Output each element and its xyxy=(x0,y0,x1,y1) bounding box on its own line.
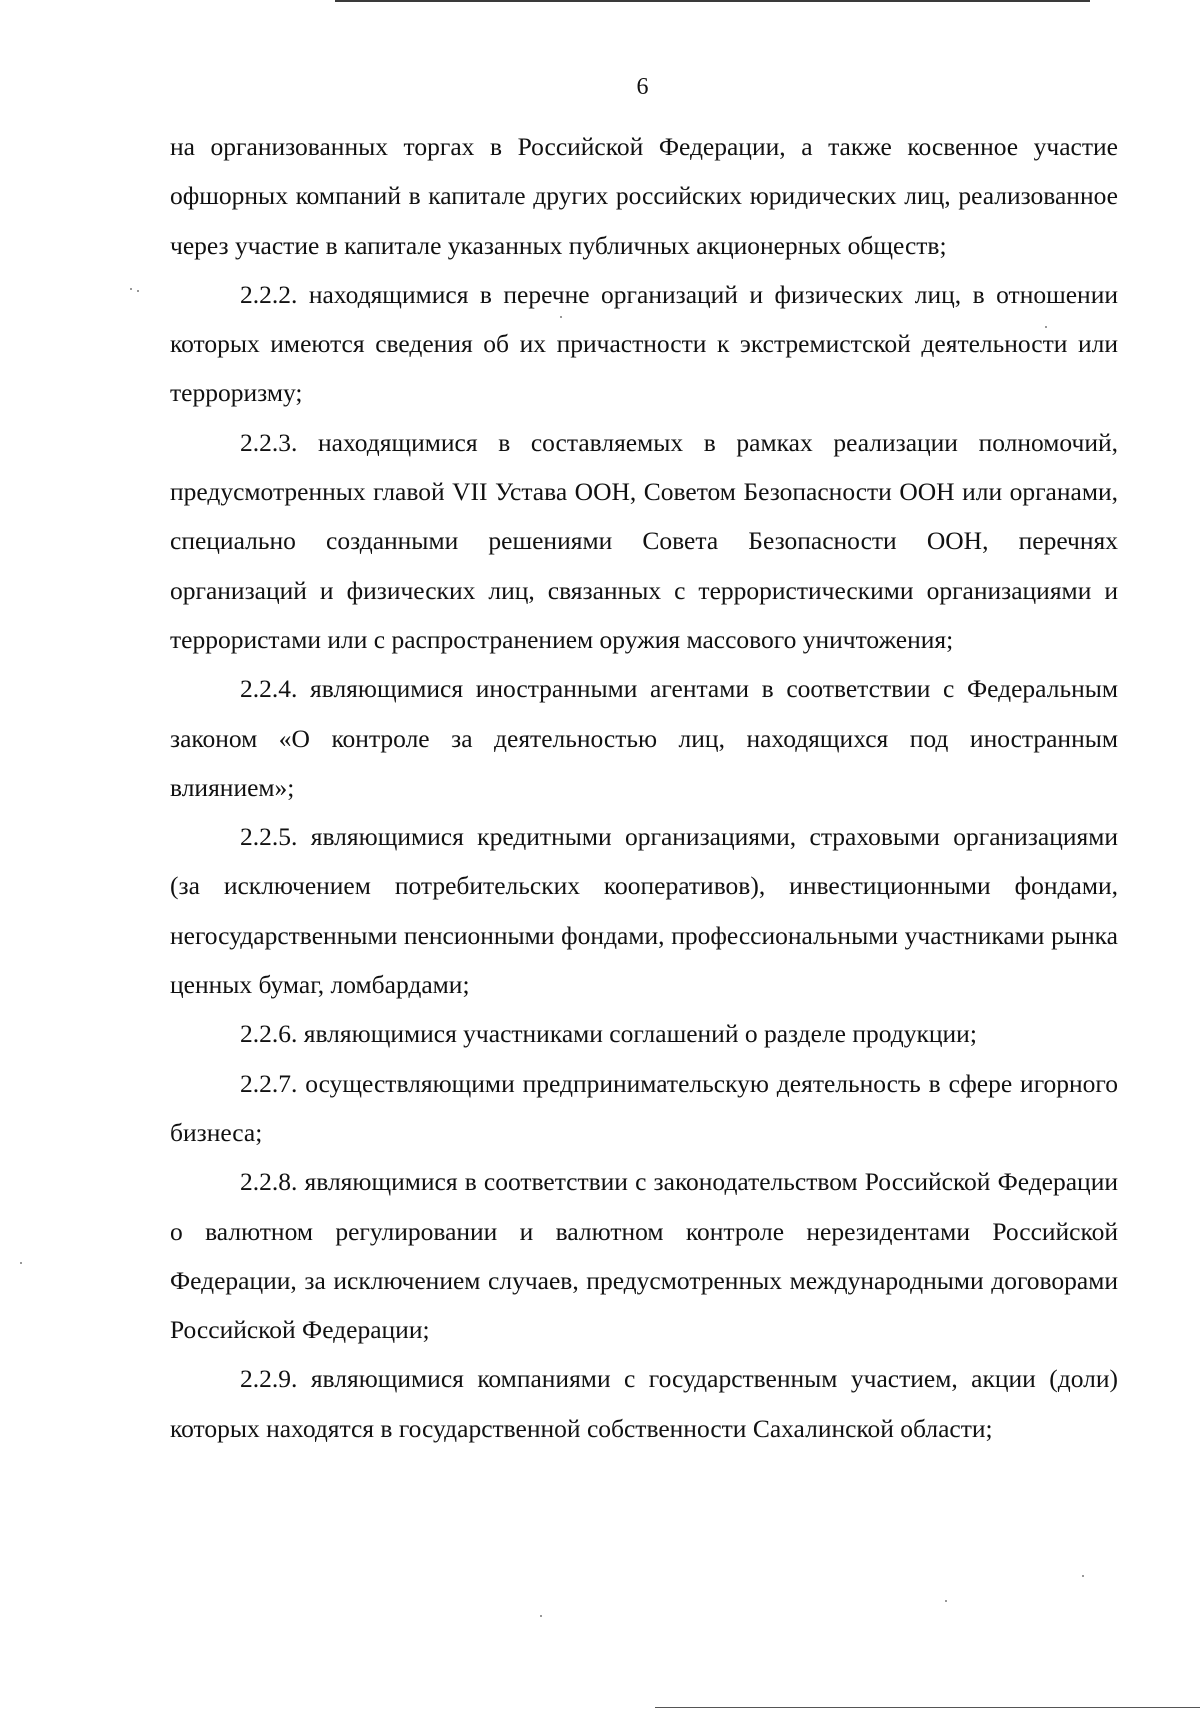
paragraph-2-2-3: 2.2.3. находящимися в составляемых в рамках реализации полномочий, предусмотренных главой VII Устава ООН, Советом Безопасности ООН или органами, специально созданными решениями Совета Безопасности ООН, перечнях организаций и физических лиц, связанных с террористическими организациями и террористами или с распространением оружия массового уничтожения; xyxy=(170,427,1118,654)
paragraph-2-2-4: 2.2.4. являющимися иностранными агентами в соответствии с Федеральным законом «О контроле за деятельностью лиц, находящихся под иностранным влиянием»; xyxy=(170,674,1118,802)
bottom-edge-line xyxy=(655,1707,1200,1708)
scan-speck xyxy=(137,290,139,292)
scan-speck xyxy=(1045,326,1047,328)
paragraph-continuation: на организованных торгах в Российской Федерации, а также косвенное участие офшорных компаний в капитале других российских юридических лиц, реализованное через участие в капитале указанных публичных акционерных обществ; xyxy=(170,132,1118,260)
paragraph-2-2-7: 2.2.7. осуществляющими предпринимательскую деятельность в сфере игорного бизнеса; xyxy=(170,1068,1118,1147)
scan-speck xyxy=(540,1615,542,1617)
document-body xyxy=(170,122,1118,1453)
top-edge-line xyxy=(335,0,1090,2)
scan-speck xyxy=(1082,1575,1084,1577)
paragraph-2-2-6: 2.2.6. являющимися участниками соглашений о разделе продукции; xyxy=(240,1019,977,1049)
paragraph-2-2-9: 2.2.9. являющимися компаниями с государственным участием, акции (доли) которых находятся в государственной собственности Сахалинской области; xyxy=(170,1364,1118,1443)
paragraph-2-2-5: 2.2.5. являющимися кредитными организациями, страховыми организациями (за исключением потребительских кооперативов), инвестиционными фондами, негосударственными пенсионными фондами, профессиональными участниками рынка ценных бумаг, ломбардами; xyxy=(170,822,1118,1000)
page-number: 6 xyxy=(636,74,649,100)
scan-speck xyxy=(945,1600,947,1602)
paragraph-2-2-2: 2.2.2. находящимися в перечне организаций и физических лиц, в отношении которых имеются сведения об их причастности к экстремистской деятельности или терроризму; xyxy=(170,279,1118,408)
scan-speck xyxy=(130,288,132,290)
scan-speck xyxy=(560,316,562,318)
paragraph-2-2-8: 2.2.8. являющимися в соответствии с законодательством Российской Федерации о валютном регулировании и валютном контроле нерезидентами Российской Федерации, за исключением случаев, предусмотренных международными договорами Российской Федерации; xyxy=(170,1167,1118,1345)
scan-speck xyxy=(20,1262,22,1264)
